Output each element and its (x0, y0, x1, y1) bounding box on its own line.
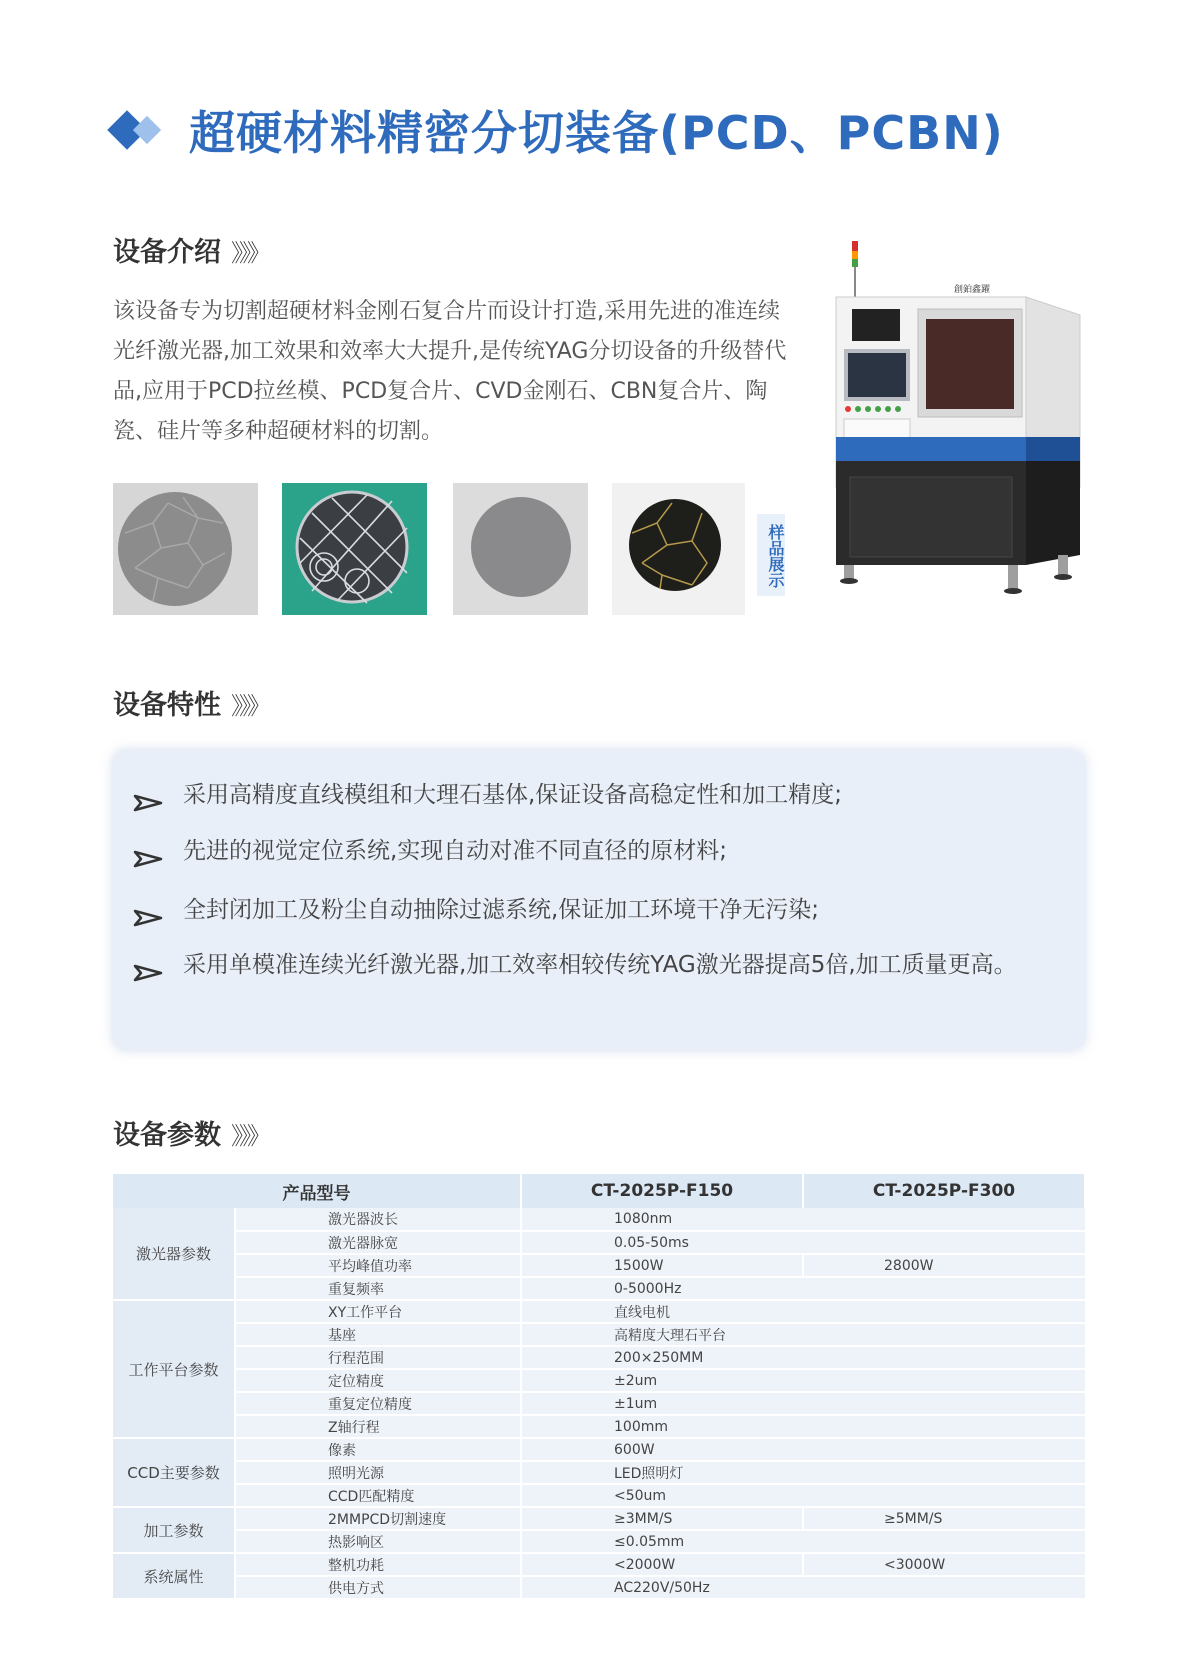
row-value: 200×250MM (521, 1346, 1085, 1369)
sample-image-3 (453, 483, 588, 615)
table-row (113, 1576, 1085, 1599)
table-row (113, 1507, 1085, 1530)
pencil-arrow-icon (133, 944, 183, 997)
table-row (113, 1208, 1085, 1231)
feature-item (133, 944, 1063, 997)
table-row (113, 1438, 1085, 1461)
table-row (113, 1415, 1085, 1438)
feature-item (133, 774, 1063, 827)
row-value: AC220V/50Hz (521, 1576, 1085, 1599)
machine-image (822, 237, 1092, 622)
params-heading (113, 1113, 267, 1152)
table-row (113, 1530, 1085, 1553)
row-item: 照明光源 (235, 1461, 521, 1484)
row-value-2: 2800W (803, 1254, 1085, 1277)
row-value: ≤0.05mm (521, 1530, 1085, 1553)
row-value: ≥3MM/S (521, 1507, 803, 1530)
row-value: 600W (521, 1438, 1085, 1461)
group-label: 加工参数 (113, 1507, 235, 1553)
row-item: 重复定位精度 (235, 1392, 521, 1415)
row-item: 激光器脉宽 (235, 1231, 521, 1254)
intro-heading-text: 设备介绍 (113, 237, 221, 268)
row-value: ±1um (521, 1392, 1085, 1415)
title-row (113, 97, 1004, 163)
sample-image-4 (612, 483, 745, 615)
table-row (113, 1392, 1085, 1415)
spec-table (113, 1174, 1086, 1600)
params-heading-text: 设备参数 (113, 1120, 221, 1151)
table-row (113, 1369, 1085, 1392)
features-panel (113, 750, 1085, 1050)
group-label: 系统属性 (113, 1553, 235, 1599)
table-row (113, 1553, 1085, 1576)
features-heading (113, 683, 267, 722)
row-value: ±2um (521, 1369, 1085, 1392)
row-item: XY工作平台 (235, 1300, 521, 1323)
group-label: CCD主要参数 (113, 1438, 235, 1507)
feature-text: 采用高精度直线模组和大理石基体,保证设备高稳定性和加工精度; (183, 782, 843, 808)
row-item: CCD匹配精度 (235, 1484, 521, 1507)
pencil-arrow-icon (133, 830, 183, 883)
row-item: 2MMPCD切割速度 (235, 1507, 521, 1530)
table-row (113, 1323, 1085, 1346)
table-row (113, 1346, 1085, 1369)
row-item: 像素 (235, 1438, 521, 1461)
header-f300: CT-2025P-F300 (803, 1174, 1085, 1208)
feature-text: 全封闭加工及粉尘自动抽除过滤系统,保证加工环境干净无污染; (183, 897, 820, 923)
row-value: 1080nm (521, 1208, 1085, 1231)
intro-text: 该设备专为切割超硬材料金刚石复合片而设计打造,采用先进的准连续光纤激光器,加工效果和效率大大提升,是传统YAG分切设备的升级替代品,应用于PCD拉丝模、PCD复合片、CVD金刚石、CBN复合片、陶瓷、硅片等多种超硬材料的切割。 (113, 299, 787, 444)
row-item: 重复频率 (235, 1277, 521, 1300)
row-item: Z轴行程 (235, 1415, 521, 1438)
arrows-icon: 》》》 (231, 692, 267, 720)
feature-item (133, 830, 1063, 883)
row-item: 定位精度 (235, 1369, 521, 1392)
table-header-row (113, 1174, 1085, 1208)
row-value: 100mm (521, 1415, 1085, 1438)
arrows-icon: 》》》 (231, 1122, 267, 1150)
row-value: LED照明灯 (521, 1461, 1085, 1484)
row-item: 供电方式 (235, 1576, 521, 1599)
row-value-2: ≥5MM/S (803, 1507, 1085, 1530)
table-row (113, 1277, 1085, 1300)
pencil-arrow-icon (133, 774, 183, 827)
row-value: <50um (521, 1484, 1085, 1507)
group-label: 激光器参数 (113, 1208, 235, 1300)
table-row (113, 1254, 1085, 1277)
row-item: 整机功耗 (235, 1553, 521, 1576)
feature-text: 采用单模准连续光纤激光器,加工效率相较传统YAG激光器提高5倍,加工质量更高。 (183, 952, 1017, 978)
table-row (113, 1484, 1085, 1507)
row-item: 激光器波长 (235, 1208, 521, 1231)
arrows-icon: 》》》 (231, 239, 267, 267)
sample-label: 样品展示 (757, 514, 785, 596)
machine-brand: 創鉑鑫躍 (953, 285, 991, 295)
table-row (113, 1231, 1085, 1254)
row-value: 直线电机 (521, 1300, 1085, 1323)
sample-image-2 (282, 483, 427, 615)
intro-heading (113, 230, 267, 269)
group-label: 工作平台参数 (113, 1300, 235, 1438)
row-value: 1500W (521, 1254, 803, 1277)
row-item: 基座 (235, 1323, 521, 1346)
row-item: 平均峰值功率 (235, 1254, 521, 1277)
row-value: <2000W (521, 1553, 803, 1576)
table-row (113, 1461, 1085, 1484)
pencil-arrow-icon (133, 889, 183, 942)
header-model: 产品型号 (113, 1174, 521, 1208)
row-item: 热影响区 (235, 1530, 521, 1553)
row-value-2: <3000W (803, 1553, 1085, 1576)
page-title: 超硬材料精密分切装备(PCD、PCBN) (189, 106, 1004, 160)
row-item: 行程范围 (235, 1346, 521, 1369)
row-value: 0.05-50ms (521, 1231, 1085, 1254)
sample-image-1 (113, 483, 258, 615)
feature-item (133, 889, 1063, 942)
row-value: 高精度大理石平台 (521, 1323, 1085, 1346)
feature-text: 先进的视觉定位系统,实现自动对准不同直径的原材料; (183, 838, 728, 864)
diamond-icon (113, 110, 169, 150)
features-heading-text: 设备特性 (113, 690, 221, 721)
row-value: 0-5000Hz (521, 1277, 1085, 1300)
table-row (113, 1300, 1085, 1323)
header-f150: CT-2025P-F150 (521, 1174, 803, 1208)
